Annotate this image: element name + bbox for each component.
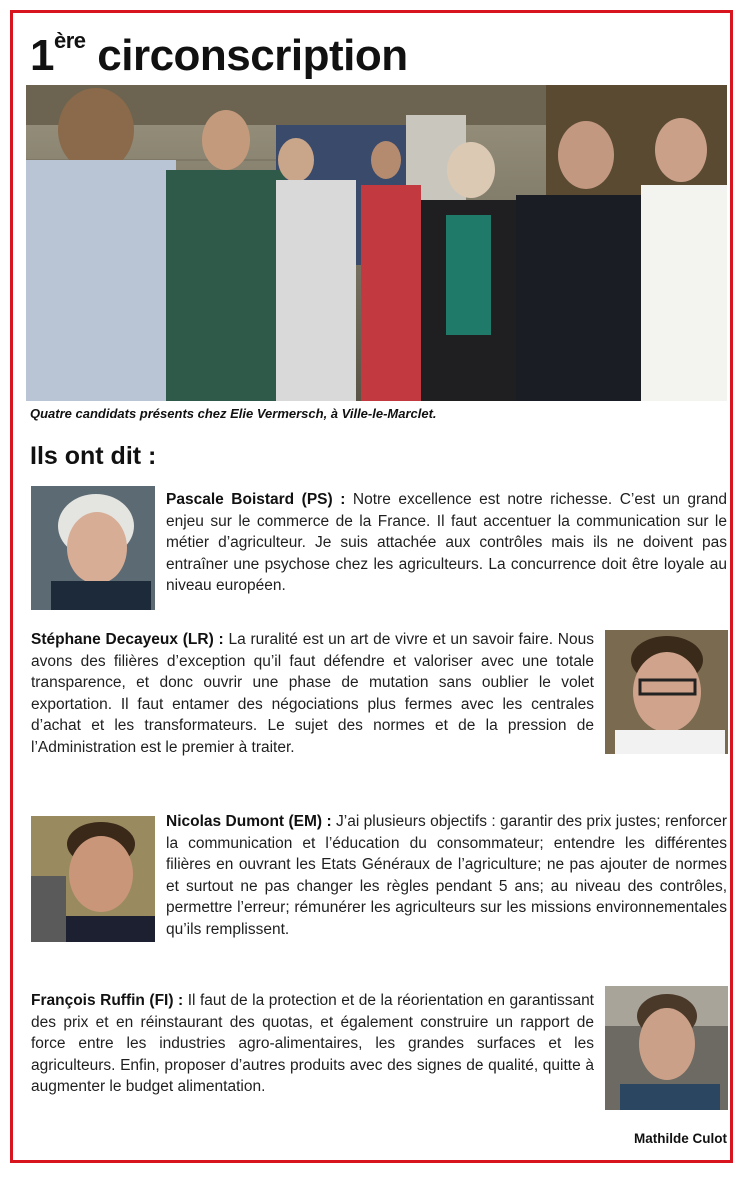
speaker-name: Nicolas Dumont (EM) : <box>166 813 332 830</box>
group-photo <box>26 85 727 401</box>
portrait-pascale-boistard <box>31 486 155 610</box>
title-ordinal: ère <box>53 28 86 53</box>
quote-text: La ruralité est un art de vivre et un savoir faire. Nous avons des filières d’exception qu’il faut défendre et valoriser avec une totale transparence, et donc ouvrir une phase de mutation sans oublier le volet exportation. Il faut entamer des négociations plus fermes avec les centrales d’achat et les transformateurs. Le sujet des normes et de la pression de l’Administration est le premier à traiter. <box>31 631 594 756</box>
photo-caption: Quatre candidats présents chez Elie Vermersch, à Ville-le-Marclet. <box>30 406 437 421</box>
speaker-name: Pascale Boistard (PS) : <box>166 491 346 508</box>
quote-nicolas-dumont <box>166 811 727 940</box>
portrait-stephane-decayeux <box>605 630 728 754</box>
quote-text: Il faut de la protection et de la réorientation en garantissant des prix et en réinstaurant des quotas, et également construire un rapport de force entre les industries agro-alimentaires, les grandes surfaces et les agriculteurs. Enfin, proposer d’autres produits avec des signes de qualité, quitte à augmenter le budget alimentation. <box>31 992 594 1095</box>
quote-francois-ruffin <box>31 990 594 1098</box>
portrait-francois-ruffin <box>605 986 728 1110</box>
quote-stephane-decayeux <box>31 629 594 758</box>
quote-text: Notre excellence est notre richesse. C’est un grand enjeu sur le commerce de la France. Il faut accentuer la communication sur le métier d’agriculteur. Je suis attachée aux contrôles mais ils ne doivent pas entraîner une psychose chez les agriculteurs. La concurrence doit être loyale au niveau européen. <box>166 491 727 594</box>
quote-pascale-boistard <box>166 489 727 597</box>
title-word: circonscription <box>97 31 408 80</box>
portrait-nicolas-dumont <box>31 816 155 942</box>
quote-text: J’ai plusieurs objectifs : garantir des prix justes; renforcer la communication et l’éducation du consommateur; entendre les différentes filières en ouvrant les Etats Généraux de l’agriculture; ne pas ajouter de normes et surtout ne pas changer les règles pendant 5 ans; au niveau des contrôles, permettre l’erreur; rémunérer les agriculteurs sur les missions environnementales qu’ils remplissent. <box>166 813 727 938</box>
author-signature: Mathilde Culot <box>634 1131 727 1146</box>
section-title: Ils ont dit : <box>30 442 157 470</box>
speaker-name: François Ruffin (FI) : <box>31 992 184 1009</box>
speaker-name: Stéphane Decayeux (LR) : <box>31 631 224 648</box>
title-number: 1 <box>30 31 54 80</box>
page-title <box>30 28 408 84</box>
